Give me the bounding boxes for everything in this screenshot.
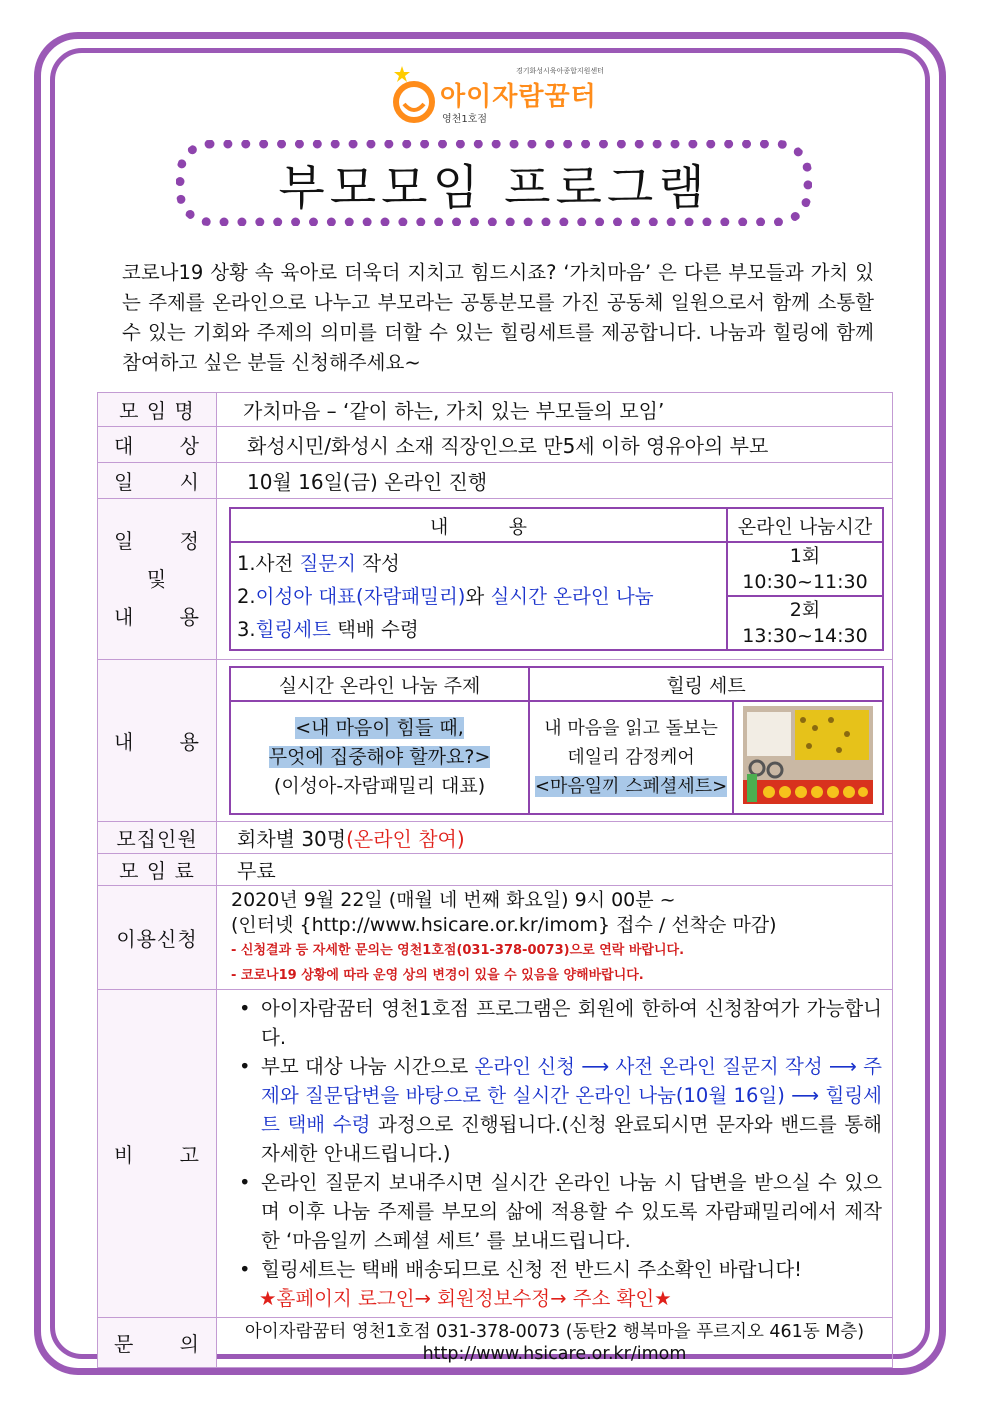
- contact-cell: [217, 1318, 893, 1368]
- info-table: [97, 392, 893, 1368]
- set-line-3: <마음일끼 스페셜세트>: [534, 776, 728, 797]
- apply-label: 이용신청: [98, 886, 217, 990]
- logo-org: 경기화성시육아종합지원센터: [516, 67, 604, 75]
- topic-header: 실시간 온라인 나눔 주제: [230, 667, 529, 701]
- set-line-2: 데일리 감정케어: [567, 747, 695, 768]
- remarks-list: [217, 994, 892, 1284]
- content-label: 내 용: [98, 660, 217, 822]
- schedule-cell: [217, 499, 893, 660]
- content-cell: [217, 660, 893, 822]
- logo-branch: 영천1호점: [442, 114, 488, 125]
- title-box: [176, 140, 812, 226]
- date-value: 10월 16일(금) 온라인 진행: [217, 463, 893, 499]
- capacity-label: 모집인원: [98, 822, 217, 854]
- topic-line-1: <내 마음이 힘들 때,: [295, 717, 464, 739]
- topic-line-2: 무엇에 집중해야 할까요?>: [268, 746, 491, 768]
- remarks-label: 비 고: [98, 990, 217, 1318]
- remark-3: • 온라인 질문지 보내주시면 실시간 온라인 나눔 시 답변을 받으실 수 있으며 이후 나눔 주제를 부모의 삶에 적용할 수 있도록 자람패밀리에서 제작한 ‘마음일끼 스페셜 세트’ 를 보내드립니다.: [247, 1168, 882, 1255]
- content-table: [229, 666, 884, 815]
- schedule-items: [230, 542, 727, 650]
- schedule-label: 일 정 및 내 용: [98, 499, 217, 660]
- name-value: 가치마음 – ‘같이 하는, 가치 있는 부모들의 모임’: [217, 393, 893, 427]
- capacity-value: 회차별 30명(온라인 참여): [217, 822, 893, 854]
- schedule-table: [229, 507, 884, 651]
- page-title: 부모모임 프로그램: [278, 159, 710, 216]
- remark-4: • 힐링세트는 택배 배송되므로 신청 전 반드시 주소확인 바랍니다!: [247, 1255, 882, 1284]
- schedule-item-2: 2.이성아 대표(자람패밀리)와 실시간 온라인 나눔: [237, 584, 654, 608]
- date-label: 일 시: [98, 463, 217, 499]
- remark-login-path: ★홈페이지 로그인→ 회원정보수정→ 주소 확인★: [259, 1287, 672, 1310]
- remarks-cell: [217, 990, 893, 1318]
- remark-1: • 아이자람꿈터 영천1호점 프로그램은 회원에 한하여 신청참여가 가능합니다.: [247, 994, 882, 1052]
- contact-link[interactable]: http://www.hsicare.or.kr/imom: [422, 1343, 687, 1364]
- logo: [390, 64, 640, 128]
- intro-text: 코로나19 상황 속 육아로 더욱더 지치고 힘드시죠? ‘가치마음’ 은 다른 부모들과 가치 있는 주제를 온라인으로 나누고 부모라는 공통분모를 가진 공동체 일원으로서 함께 소통할 수 있는 기회와 주제의 의미를 더할 수 있는 힐링세트를 제공합니다. 나눔과 힐링에 함께 참여하고 싶은 분들 신청해주세요~: [122, 261, 874, 374]
- fee-label: 모 임 료: [98, 854, 217, 886]
- logo-brand: 아이자람꿈터: [440, 82, 597, 112]
- topic-line-3: (이성아-자람패밀리 대표): [273, 775, 486, 797]
- name-label: 모 임 명: [98, 393, 217, 427]
- schedule-item-3: 3.힐링세트 택배 수령: [237, 617, 419, 641]
- schedule-item-1: 1.사전 질문지 작성: [237, 551, 400, 575]
- contact-label: 문 의: [98, 1318, 217, 1368]
- apply-line-2: (인터넷 {http://www.hsicare.or.kr/imom} 접수 / 선착순 마감): [231, 913, 777, 936]
- set-header: 힐링 세트: [529, 667, 883, 701]
- session-1: 1회 10:30~11:30: [727, 542, 883, 596]
- target-value: 화성시민/화성시 소재 직장인으로 만5세 이하 영유아의 부모: [217, 427, 893, 463]
- apply-note-2: - 코로나19 상황에 따라 운영 상의 변경이 있을 수 있음을 양해바랍니다.: [231, 967, 644, 983]
- contact-line-1: 아이자람꿈터 영천1호점 031-378-0073 (동탄2 행복마을 푸르지오 461동 M층): [244, 1321, 865, 1342]
- healing-set-photo: [743, 706, 873, 804]
- target-label: 대 상: [98, 427, 217, 463]
- apply-note-1: - 신청결과 등 자세한 문의는 영천1호점(031-378-0073)으로 연락 바랍니다.: [231, 942, 685, 958]
- topic-cell: [230, 701, 529, 814]
- apply-cell: [217, 886, 893, 990]
- apply-line-1: 2020년 9월 22일 (매월 네 번째 화요일) 9시 00분 ~: [231, 888, 676, 911]
- schedule-header-time: 온라인 나눔시간: [727, 508, 883, 542]
- fee-value: 무료: [217, 854, 893, 886]
- schedule-header-content: 내 용: [230, 508, 727, 542]
- session-2: 2회 13:30~14:30: [727, 596, 883, 650]
- smile-logo-icon: [390, 66, 438, 126]
- set-line-1: 내 마음을 읽고 돌보는: [544, 718, 718, 739]
- remark-2: • 부모 대상 나눔 시간으로 온라인 신청 ⟶ 사전 온라인 질문지 작성 ⟶ 주제와 질문답변을 바탕으로 한 실시간 온라인 나눔(10월 16일) ⟶ 힐링세트 택배 수령 과정으로 진행됩니다.(신청 완료되시면 문자와 밴드를 통해 자세한 안내드립니다.): [247, 1052, 882, 1168]
- set-photo-cell: [733, 701, 883, 814]
- set-cell: [529, 701, 733, 814]
